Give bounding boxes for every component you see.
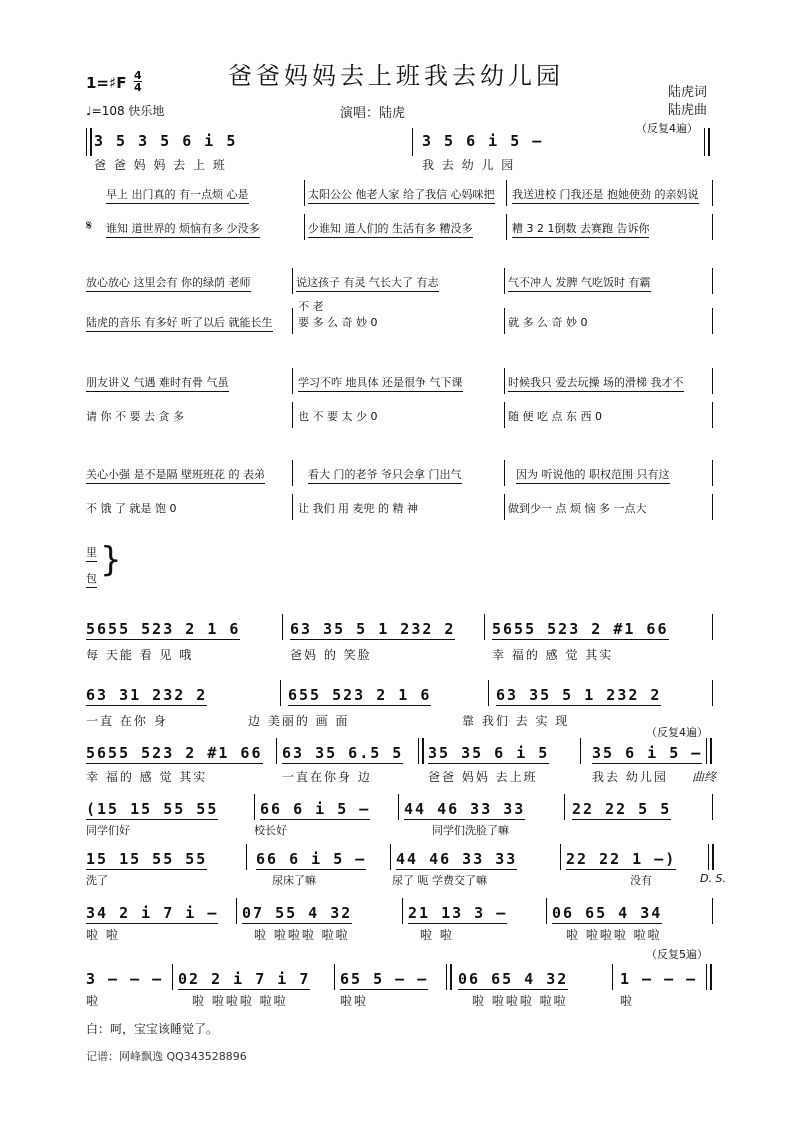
time-signature xyxy=(134,70,142,93)
verse-row2-b: 少谁知 道人们的 生活有多 糟没多 xyxy=(308,220,473,238)
chorus-r3-lyrics-c: 爸爸 妈妈 去上班 xyxy=(428,770,538,784)
time-bottom: 4 xyxy=(134,81,142,94)
chorus-r3-lyrics-a: 幸 福的 感 觉 其实 xyxy=(86,770,208,784)
verse-row9-bottom: 包 xyxy=(86,570,97,588)
chorus-r2-notes-c: 63 35 5 1 232 2 xyxy=(496,686,662,704)
chorus-r1-notes-a: 5655 523 2 1 6 xyxy=(86,620,241,638)
spoken-line: 白：呵，宝宝该睡觉了。 xyxy=(86,1022,219,1036)
la-r6-lyrics-c: 啦 啦 xyxy=(420,928,454,942)
chorus-r1-notes-c: 5655 523 2 #1 66 xyxy=(492,620,669,638)
la-r7-lyrics-c: 啦啦 xyxy=(340,994,369,1008)
la-r7-lyrics-d: 啦 啦啦啦 啦啦 xyxy=(472,994,568,1008)
la-r6-notes-d: 06 65 4 34 xyxy=(552,904,663,922)
verse-row9-top: 里 xyxy=(86,544,97,562)
chorus-r2-lyrics-a: 一直 在你 身 xyxy=(86,714,168,728)
verse-row1-b: 太阳公公 他老人家 给了我信 心妈咪把 xyxy=(308,186,495,204)
verse-row1-a: 早上 出门真的 有一点烦 心是 xyxy=(106,186,249,204)
la-r6-notes-c: 21 13 3 – xyxy=(408,904,508,922)
intro-lyrics-m2: 我 去 幼 儿 园 xyxy=(422,158,516,172)
la-r7-notes-b: 02 2 i 7 i 7 xyxy=(178,970,311,988)
intro-lyrics-m1: 爸 爸 妈 妈 去 上 班 xyxy=(94,158,227,172)
ds-marking: D. S. xyxy=(700,872,726,885)
la-r6-lyrics-d: 啦 啦啦啦 啦啦 xyxy=(566,928,662,942)
intro-notes-m2: 3 5 6 i 5 – xyxy=(422,132,544,150)
chorus-r2-notes-b: 655 523 2 1 6 xyxy=(288,686,432,704)
chorus-repeat-note: （反复4遍） xyxy=(646,726,708,739)
chorus-r3-notes-b: 63 35 6.5 5 xyxy=(282,744,404,762)
la-r6-notes-a: 34 2 i 7 i – xyxy=(86,904,219,922)
verse-row8-b: 让 我们 用 麦兜 的 精 神 xyxy=(298,502,418,515)
verse-row4-a: 陆虎的音乐 有多好 听了以后 就能长生 xyxy=(86,314,273,332)
chorus-r3-notes-c: 35 35 6 i 5 xyxy=(428,744,550,762)
composer: 陆虎曲 xyxy=(668,103,708,118)
verse-row6-b: 也 不 要 太 少 0 xyxy=(298,410,378,423)
rap-r4-notes-b: 66 6 i 5 – xyxy=(260,800,371,818)
la-r6-lyrics-b: 啦 啦啦啦 啦啦 xyxy=(254,928,350,942)
chorus-r1-lyrics-b: 爸妈 的 笑脸 xyxy=(290,648,372,662)
verse-row7-c: 因为 听说他的 职权范围 只有这 xyxy=(516,466,670,484)
chorus-r2-notes-a: 63 31 232 2 xyxy=(86,686,208,704)
chorus-r1-lyrics-c: 幸 福的 感 觉 其实 xyxy=(492,648,614,662)
rap-r4-lyrics-a: 同学们好 xyxy=(86,824,130,837)
chorus-r3-lyrics-b: 一直在你身 边 xyxy=(282,770,372,784)
rap-r4-lyrics-c: 同学们洗脸了嘛 xyxy=(432,824,509,837)
lyricist: 陆虎词 xyxy=(668,85,708,100)
verse-row7-a: 关心小强 是不是隔 壁班班花 的 表弟 xyxy=(86,466,265,484)
verse-row7-b: 看大 门的老爷 爷只会拿 门出气 xyxy=(308,466,462,484)
rap-r5-lyrics-d: 没有 xyxy=(630,874,652,887)
verse-row3-b: 说这孩子 有灵 气长大了 有志 xyxy=(296,274,439,292)
rap-r4-notes-c: 44 46 33 33 xyxy=(404,800,526,818)
la-repeat-note: （反复5遍） xyxy=(646,948,708,961)
singer-credit: 演唱：陆虎 xyxy=(340,106,406,121)
rap-r5-notes-d: 22 22 1 –) xyxy=(566,850,677,868)
rap-r5-notes-a: 15 15 55 55 xyxy=(86,850,208,868)
la-r7-notes-c: 65 5 – – xyxy=(340,970,429,988)
la-r6-notes-b: 07 55 4 32 xyxy=(242,904,353,922)
transcriber-credit: 记谱：网峰飘逸 QQ343528896 xyxy=(86,1050,247,1063)
brace-icon: } xyxy=(100,540,122,580)
la-r6-lyrics-a: 啦 啦 xyxy=(86,928,120,942)
rap-r5-notes-c: 44 46 33 33 xyxy=(396,850,518,868)
page-title: 爸爸妈妈去上班我去幼儿园 xyxy=(228,62,564,90)
verse-row5-a: 朋友讲义 气遇 难时有骨 气虽 xyxy=(86,374,229,392)
chorus-r3-notes-a: 5655 523 2 #1 66 xyxy=(86,744,263,762)
chorus-r1-notes-b: 63 35 5 1 232 2 xyxy=(290,620,456,638)
chorus-r2-lyrics-b: 边 美丽的 画 面 xyxy=(248,714,350,728)
verse-row1-c: 我送进校 门我还是 抱她使劲 的亲妈说 xyxy=(512,186,699,204)
verse-row8-c: 做到少一 点 烦 恼 多 一点大 xyxy=(508,502,647,515)
rap-r5-lyrics-a: 洗了 xyxy=(86,874,108,887)
la-r7-lyrics-e: 啦 xyxy=(620,994,635,1008)
la-r7-lyrics-a: 啦 xyxy=(86,994,101,1008)
verse-row3-a: 放心放心 这里会有 你的绿荫 老师 xyxy=(86,274,251,292)
verse-row8-a: 不 饿 了 就是 饱 0 xyxy=(86,502,177,515)
key-signature: 1=♯F xyxy=(86,74,127,92)
segno-sign: 𝄋 xyxy=(86,218,93,234)
la-r7-notes-e: 1 – – – xyxy=(620,970,698,988)
tempo-marking: ♩=108 快乐地 xyxy=(86,104,165,118)
chorus-r1-lyrics-a: 每 天能 看 见 哦 xyxy=(86,648,194,662)
verse-row5-c: 时候我只 爱去玩操 场的滑梯 我才不 xyxy=(508,374,684,392)
verse-row4-c: 就 多 么 奇 妙 0 xyxy=(508,316,588,329)
verse-row6-a: 请 你 不 要 去 贪 多 xyxy=(86,410,184,423)
verse-row6-c: 随 便 吃 点 东 西 0 xyxy=(508,410,602,423)
verse-row3-note: 不 老 xyxy=(298,300,324,313)
la-r7-notes-d: 06 65 4 32 xyxy=(458,970,569,988)
rap-r5-lyrics-b: 尿床了嘛 xyxy=(272,874,316,887)
rap-r4-notes-a: (15 15 55 55 xyxy=(86,800,219,818)
la-r7-lyrics-b: 啦 啦啦啦 啦啦 xyxy=(192,994,288,1008)
fine-marking: 曲终 xyxy=(692,770,717,784)
rap-r4-lyrics-b: 校长好 xyxy=(254,824,287,837)
la-r7-notes-a: 3 – – – xyxy=(86,970,164,988)
credits xyxy=(668,84,707,120)
rap-r5-lyrics-c: 尿了 呃 学费交了嘛 xyxy=(392,874,487,887)
time-top: 4 xyxy=(134,69,142,82)
chorus-r3-notes-d: 35 6 i 5 – xyxy=(592,744,703,762)
rap-r4-notes-d: 22 22 5 5 xyxy=(572,800,672,818)
rap-r5-notes-b: 66 6 i 5 – xyxy=(256,850,367,868)
verse-row2-a: 谁知 道世界的 烦恼有多 少没多 xyxy=(106,220,260,238)
intro-notes-m1: 3 5 3 5 6 i 5 xyxy=(94,132,238,150)
verse-row2-c: 糟 3 2 1倒数 去赛跑 告诉你 xyxy=(512,220,649,238)
verse-row5-b: 学习不咋 地具体 还是很争 气下课 xyxy=(298,374,463,392)
verse-row3-c: 气不冲人 发脾 气吃饭时 有霸 xyxy=(508,274,651,292)
verse-row4-b: 要 多 么 奇 妙 0 xyxy=(298,316,378,329)
chorus-r3-lyrics-d: 我去 幼儿园 xyxy=(592,770,668,784)
intro-repeat-note: （反复4遍） xyxy=(636,122,698,135)
chorus-r2-lyrics-c: 靠 我们 去 实 现 xyxy=(462,714,570,728)
